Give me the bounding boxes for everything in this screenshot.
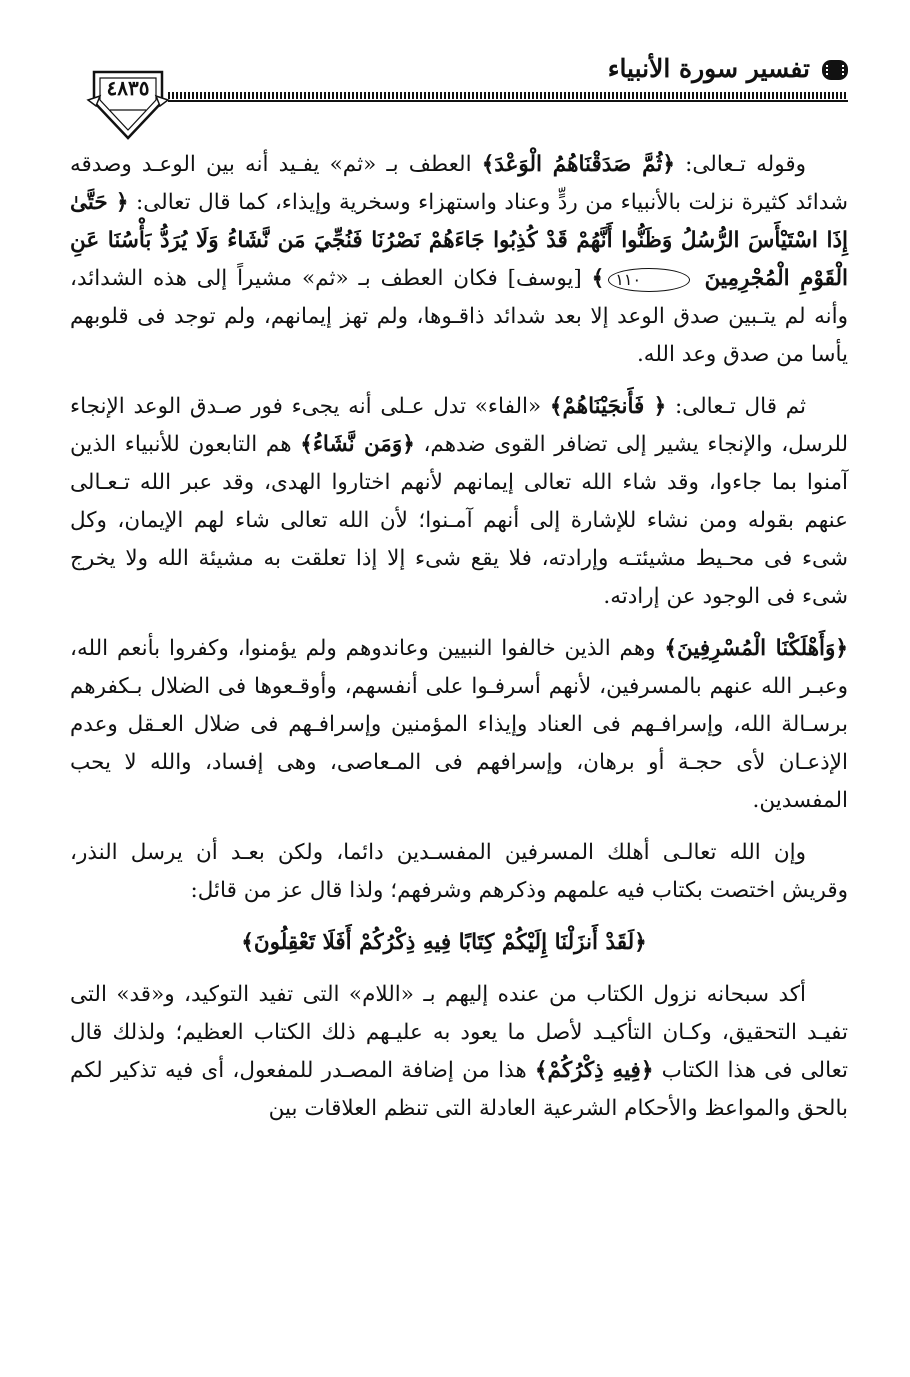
paragraph-text: وقوله تـعالى: [674,152,806,177]
quran-quote: ﴿فِيهِ ذِكْرُكُمْ﴾ [534,1058,654,1083]
paragraph [70,388,848,616]
header-rule [168,92,848,99]
ayah-number: ١١٠ [608,268,690,292]
quran-verse: ﴿لَقَدْ أَنزَلْنَا إِلَيْكُمْ كِتَابًا فِيهِ ذِكْرُكُمْ أَفَلَا تَعْقِلُونَ﴾ [241,930,647,955]
quran-quote: ﴿وَمَن نَّشَاءُ﴾ [300,432,415,457]
page-number: ٤٨٣٥ [106,76,150,100]
quran-quote: ﴿ثُمَّ صَدَقْنَاهُمُ الْوَعْدَ﴾ [481,152,675,177]
page-header [80,50,848,150]
running-title: تفسير سورة الأنبياء [607,54,810,83]
header-ornament-icon [822,60,848,80]
quran-quote: ﴿ فَأَنجَيْنَاهُمْ﴾ [549,394,667,419]
paragraph-text: «الفاء» تدل عـلى أنه يجىء فور صـدق الوعد الإنجاء للرسل، والإنجاء يشير إلى تضافر القوى ضدهم، [70,394,848,457]
paragraph-text: هم التابعون للأنبياء الذين آمنوا بما جاءوا، وقد شاء الله تعالى إيمانهم لأنهم اختاروا الهدى، وقد عبر الله تـعـالى عنهم بقوله ومن نشاء للإشارة إلى أنهم آمـنوا؛ لأن الله تعالى شاء لهم الإيمان، وكل شىء فى محـيط مشيئتـه وإرادته، فلا يقع شىء إلا إذا تعلقت به مشيئة الله ولا يخرج شىء فى الوجود عن إرادته. [70,432,848,609]
page-number-badge [80,50,176,146]
quran-quote: ﴿وَأَهْلَكْنَا الْمُسْرِفِينَ﴾ [664,636,848,661]
body-text [70,146,848,1142]
paragraph [70,834,848,910]
paragraph-text: ثم قال تـعالى: [666,394,806,419]
paragraph [70,976,848,1128]
paragraph-text: وهم الذين خالفوا النبيين وعاندوهم ولم يؤمنوا، وكفروا بأنعم الله، وعبـر الله عنهم بالمسرفين، لأنهم أسرفـوا على أنفسهم، وأوقـعوها فى الضلال بـكفرهم برسـالة الله، وإسرافـهم فى العناد وإيذاء المؤمنين وإسرافـهم فى ضلال العـقل وعدم الإذعـان لأى حجـة أو برهان، وإسرافهم فى المـعاصى، وهى إفساد، والله لا يحب المفسدين. [70,636,848,813]
paragraph-text: وإن الله تعالـى أهلك المسرفين المفسـدين دائما، ولكن بعـد أن يرسل النذر، وقريش اختصت بكتاب فيه علمهم وذكرهم وشرفهم؛ ولذا قال عز من قائل: [70,840,848,903]
paragraph-text: العطف بـ «ثم» يفـيد أنه بين الوعـد وصدقه شدائد كثيرة نزلت بالأنبياء من ردٍّ وعناد واستهزاء وسخرية وإيذاء، كما قال تعالى: [70,152,848,215]
paragraph [70,630,848,820]
paragraph-text: [يوسف] فكان العطف بـ «ثم» مشيراً إلى هذه الشدائد، وأنه لم يتـبين صدق الوعد إلا بعد شدائد ذاقـوها، ولم تهز إيمانهم، ولم توجد فى قلوبهم يأسا من صدق وعد الله. [70,266,848,367]
quran-quote: ﴿ حَتَّىٰ إِذَا اسْتَيْأَسَ الرُّسُلُ وَظَنُّوا أَنَّهُمْ قَدْ كُذِبُوا جَاءَهُمْ نَصْرُنَا فَنُجِّيَ مَن نَّشَاءُ وَلَا يُرَدُّ بَأْسُنَا عَنِ الْقَوْمِ الْمُجْرِمِينَ [70,190,848,291]
quran-quote: ﴾ [591,266,605,291]
paragraph-text: أكد سبحانه نزول الكتاب من عنده إليهم بـ «اللام» التى تفيد التوكيد، و«قد» التى تفيـد التحقيق، وكـان التأكيـد لأصل ما يعود به عليـهم ذلك الكتاب العظيم؛ ولذلك قال تعالى فى هذا الكتاب [70,982,848,1083]
paragraph [70,146,848,374]
paragraph-text: هذا من إضافة المصـدر للمفعول، أى فيه تذكير لكم بالحق والمواعظ والأحكام الشرعية العادلة التى تنظم العلاقات بين [70,1058,848,1121]
